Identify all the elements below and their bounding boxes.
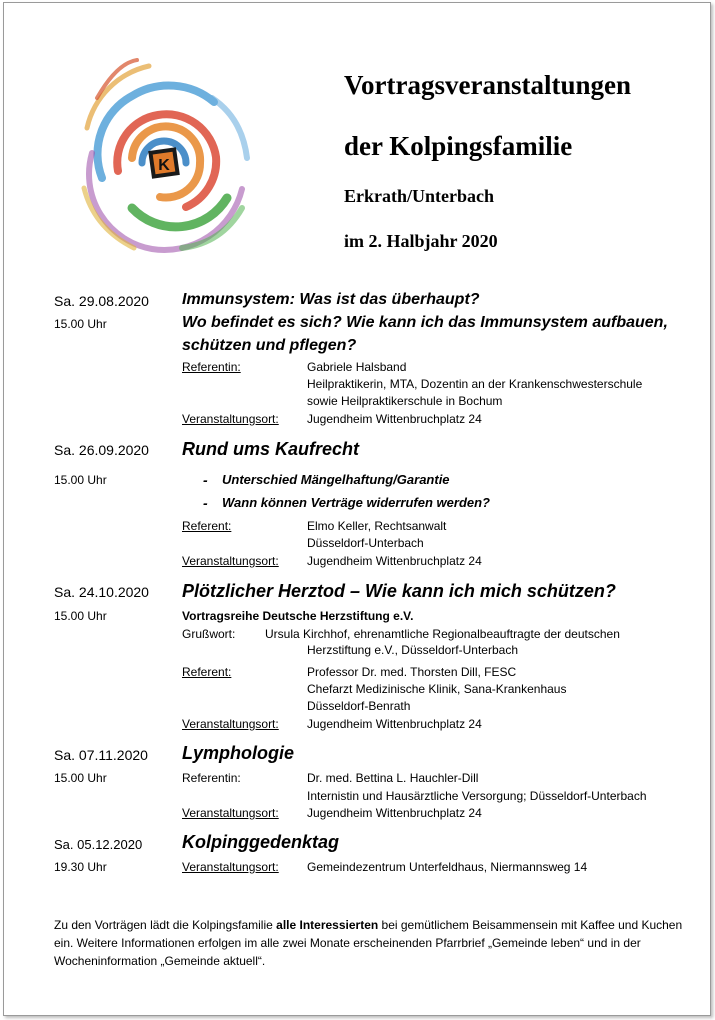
event-title: Kolpinggedenktag: [182, 832, 339, 852]
event-title: Plötzlicher Herztod – Wie kann ich mich schützen?: [182, 581, 616, 601]
event-title: Immunsystem: Was ist das überhaupt?: [182, 291, 480, 308]
venue: Jugendheim Wittenbruchplatz 24: [307, 554, 482, 568]
venue-label: Veranstaltungsort:: [182, 806, 279, 820]
event-date: Sa. 26.09.2020: [54, 442, 149, 458]
event-time: 15.00 Uhr: [54, 317, 107, 331]
speaker-info: Heilpraktikerin, MTA, Dozentin an der Krankenschwesterschule: [307, 377, 643, 391]
event-date: Sa. 07.11.2020: [54, 747, 148, 763]
speaker-label: Referentin:: [182, 360, 241, 374]
heading-line-1: Vortragsveranstaltungen: [344, 70, 631, 100]
bullet-mark: -: [203, 472, 208, 488]
event-time: 15.00 Uhr: [54, 473, 107, 487]
venue: Gemeindezentrum Unterfeldhaus, Niermannsweg 14: [307, 860, 588, 874]
footer-note: [54, 916, 694, 970]
footer-emphasis: alle Interessierten: [276, 918, 379, 932]
kolping-logo: [72, 58, 257, 263]
speaker-name: Professor Dr. med. Thorsten Dill, FESC: [307, 665, 517, 679]
heading-period: im 2. Halbjahr 2020: [344, 231, 498, 251]
speaker-info: Chefarzt Medizinische Klinik, Sana-Krankenhaus: [307, 682, 567, 696]
footer-text: Zu den Vorträgen lädt die Kolpingsfamilie: [54, 918, 277, 932]
event-date: Sa. 05.12.2020: [54, 837, 143, 852]
greeting-text: Ursula Kirchhof, ehrenamtliche Regionalbeauftragte der deutschen: [265, 627, 620, 641]
venue-label: Veranstaltungsort:: [182, 554, 279, 568]
event-title: Lymphologie: [182, 743, 294, 763]
event-date: Sa. 29.08.2020: [54, 293, 149, 309]
heading-location: Erkrath/Unterbach: [344, 186, 494, 206]
heading-line-2: der Kolpingsfamilie: [344, 131, 573, 161]
speaker-name: Gabriele Halsband: [307, 360, 407, 374]
speaker-name: Dr. med. Bettina L. Hauchler-Dill: [307, 771, 479, 785]
venue-label: Veranstaltungsort:: [182, 412, 279, 426]
event-time: 15.00 Uhr: [54, 771, 107, 785]
footer-text: bei gemütlichem Beisammensein mit Kaffee und Kuchen ein. Weitere Informationen erfolgen im alle zwei Monate erscheinenden Pfarrbrief „Gemeinde leben“ und in der Wocheninformation „Gemeinde aktuell“.: [54, 918, 683, 968]
document-page: [3, 2, 711, 1016]
speaker-label: Referent:: [182, 665, 232, 679]
speaker-info: Düsseldorf-Benrath: [307, 699, 411, 713]
event-series: Vortragsreihe Deutsche Herzstiftung e.V.: [182, 609, 414, 623]
speaker-label: Referent:: [182, 519, 232, 533]
venue: Jugendheim Wittenbruchplatz 24: [307, 717, 482, 731]
bullet-mark: -: [203, 495, 208, 511]
svg-text:K: K: [158, 157, 170, 174]
venue: Jugendheim Wittenbruchplatz 24: [307, 806, 482, 820]
event-title: schützen und pflegen?: [182, 337, 357, 354]
event-title: Rund ums Kaufrecht: [182, 439, 360, 459]
bullet-item: Unterschied Mängelhaftung/Garantie: [222, 472, 450, 487]
speaker-info: Düsseldorf-Unterbach: [307, 536, 424, 550]
greeting-label: Grußwort:: [182, 627, 236, 641]
bullet-item: Wann können Verträge widerrufen werden?: [222, 495, 490, 510]
event-date: Sa. 24.10.2020: [54, 584, 149, 600]
speaker-name: Elmo Keller, Rechtsanwalt: [307, 519, 447, 533]
speaker-info: Internistin und Hausärztliche Versorgung; Düsseldorf-Unterbach: [307, 789, 647, 803]
speaker-label: Referentin:: [182, 771, 241, 785]
venue-label: Veranstaltungsort:: [182, 860, 279, 874]
event-time: 15.00 Uhr: [54, 609, 107, 623]
venue-label: Veranstaltungsort:: [182, 717, 279, 731]
event-title: Wo befindet es sich? Wie kann ich das Immunsystem aufbauen,: [182, 314, 668, 331]
greeting-text: Herzstiftung e.V., Düsseldorf-Unterbach: [307, 643, 518, 657]
event-time: 19.30 Uhr: [54, 860, 107, 874]
speaker-info: sowie Heilpraktikerschule in Bochum: [307, 394, 503, 408]
venue: Jugendheim Wittenbruchplatz 24: [307, 412, 482, 426]
